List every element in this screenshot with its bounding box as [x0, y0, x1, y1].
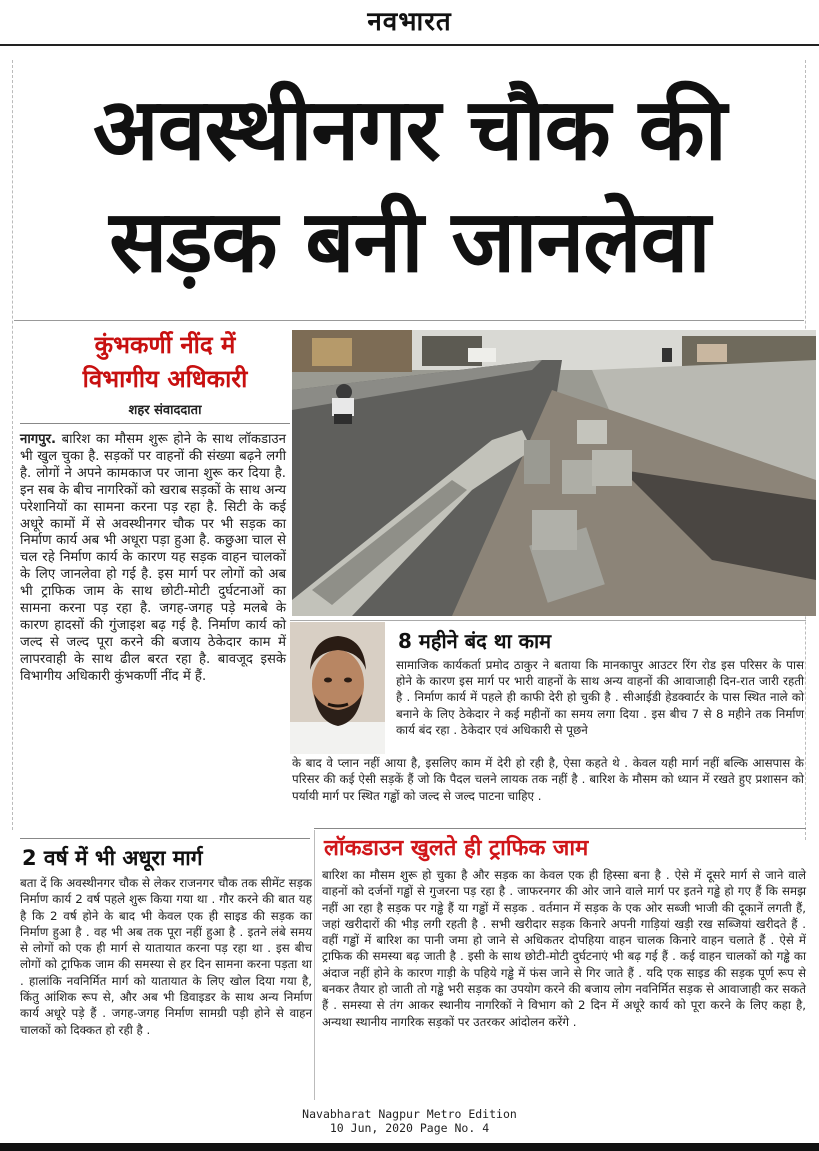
- activist-portrait: [290, 622, 385, 754]
- section-divider-right: [314, 828, 806, 829]
- byline: शहर संवाददाता: [128, 403, 202, 418]
- section-heading-incomplete-road: 2 वर्ष में भी अधूरा मार्ग: [22, 846, 203, 870]
- byline-rule: [20, 423, 290, 424]
- lead-paragraph: [20, 432, 286, 686]
- footer-edition: Navabharat Nagpur Metro Edition: [302, 1107, 517, 1121]
- masthead-logo: नवभारत: [367, 7, 452, 37]
- sidebar-rule: [290, 620, 806, 621]
- kicker: [40, 328, 290, 396]
- section-text-traffic-jam: बारिश का मौसम शुरू हो चुका है और सड़क का केवल एक ही हिस्सा बना है . ऐसे में दूसरे मार्ग से जाने वाले वाहनों को दर्जनों गड्ढों से गुजरना पड़ रहा है . जाफरनगर की ओर जाने वाले मार्ग पर इतने गड्ढे हो गए हैं कि समझ नहीं आ रहा है सड़क पर गड्ढे हैं या गड्ढों में सड़क . वर्तमान में सड़क के एक ओर सब्जी भाजी की दूकानें लगती हैं, जहां खरीदारों की भीड़ लगी रहती है . सभी खरीदार सड़क किनारे अपनी गाड़ियां खड़ी रख सब्जियां खरीदते हैं . वहीं गड्ढों में बारिश का पानी जमा हो जाने से अधिकतर दोपहिया वाहन चालक किनारे वाहन चलाते हैं . ऐसे में ट्राफिक की समस्या बढ़ जाती है . इसी के साथ छोटी-मोटी दुर्घटनाएं भी बढ़ गई हैं . कई वाहन चालकों को गड्ढे का अंदाज नहीं होने के कारण गाड़ी के पहिये गड्ढे में फंस जाने से गिर जाते हैं . यदि एक साइड की सड़क पूर्ण रूप से बनकर तैयार हो जाती तो गड्ढे भरी सड़क का उपयोग करने की बजाय लोग नवनिर्मित सड़क से आवाजाही कर सकते हैं . समस्या से तंग आकर स्थानीय नागरिकों ने विभाग को 2 दिन में अधूरे कार्य को पूरा करने के लिए कहा है, अन्यथा स्थानीय नागरिक सड़कों पर उतरकर आंदोलन करेंगे .: [322, 868, 806, 1029]
- construction-photo: [292, 330, 816, 616]
- sidebar-heading: 8 महीने बंद था काम: [398, 629, 552, 653]
- section-heading-traffic-jam: लॉकडाउन खुलते ही ट्राफिक जाम: [324, 836, 589, 861]
- sidebar-text-top: सामाजिक कार्यकर्ता प्रमोद ठाकुर ने बताया कि मानकापुर आउटर रिंग रोड इस परिसर के पास होने के कारण इस मार्ग पर भारी वाहनों के साथ अन्य वाहनों की आवाजाही दिन-रात जारी रहती है . निर्माण कार्य में पहले ही काफी देरी हो चुकी है . सीआईडी हेडक्वार्टर के पास स्थित नाले को बनाने के लिए ठेकेदार ने कई महीनों का समय लगा दिया . इस बीच 7 से 8 महीने तक निर्माण कार्य बंद रहा . ठेकेदार एवं अधिकारी से पूछने: [396, 658, 804, 737]
- footer-caption: [0, 1107, 819, 1135]
- headline-line-1: अवस्थीनगर चौक की: [93, 80, 726, 180]
- dateline: नागपुर.: [20, 432, 57, 447]
- sidebar-text-bottom: के बाद वे प्लान नहीं आया है, इसलिए काम में देरी हो रही है, ऐसा कहते थे . केवल यही मार्ग नहीं बल्कि आसपास के परिसर की कई ऐसी सड़कें हैं जो कि पैदल चलने लायक तक नहीं है . बारिश के मौसम को ध्यान में रखते हुए प्रशासन को पर्यायी मार्ग पर स्थित गड्ढों को जल्द से जल्द पाटना चाहिए .: [292, 756, 804, 803]
- bottom-bar: [0, 1143, 819, 1151]
- lead-text: बारिश का मौसम शुरू होने के साथ लॉकडाउन भी खुल चुका है. सड़कों पर वाहनों की संख्या बढ़ने लगी है. लोगों ने अपने कामकाज पर जाना शुरू कर दिया है. इन सब के बीच नागरिकों को खराब सड़कों के साथ अन्य परेशानियों का सामना करना पड़ रहा है. सिटी के कई अधूरे कामों में से अवस्थीनगर चौक पर भी सड़क का निर्माण कार्य अब भी अधूरा पड़ा हुआ है. कछुआ चाल से चल रहे निर्माण कार्य के कारण यह सड़क वाहन चालकों के लिए जानलेवा हो गई है. इस मार्ग पर लोगों को अब भी ट्राफिक जाम के साथ छोटी-मोटी दुर्घटनाओं का सामना करना पड़ रहा है. जगह-जगह पड़े मलबे के कारण हादसों की गुंजाइश बढ़ गई है. निर्माण कार्य को जल्द से जल्द पूरा करने की बजाय ठेकेदार काम में लापरवाही के साथ ढील बरत रहा है. बावजूद इसके विभागीय अधिकारी कुंभकर्णी नींद में हैं.: [20, 432, 286, 684]
- column-divider: [314, 830, 315, 1100]
- section-divider-left: [20, 838, 310, 839]
- section-text-incomplete-road: बता दें कि अवस्थीनगर चौक से लेकर राजनगर चौक तक सीमेंट सड़क निर्माण कार्य 2 वर्ष पहले शुरू किया गया था . गौर करने की बात यह है कि 2 वर्ष होने के बाद भी केवल एक ही साइड की सड़क का निर्माण हुआ है . वह भी अब तक पूरा नहीं हुआ है . इतने लंबे समय से लोगों को एक ही मार्ग से यातायात करना पड़ रहा था . इस बीच लोगों को ट्राफिक जाम की समस्या से हर दिन सामना करना पड़ता था . हालांकि नवनिर्मित मार्ग को यातायात के लिए खोल दिया गया है, किंतु आंशिक रूप से, और अब भी डिवाइडर के साथ अन्य निर्माण कार्य अधूरे पड़े हैं . जगह-जगह निर्माण सामग्री पड़ी होने से वाहन चालकों को दिक्कत हो रही है .: [20, 876, 312, 1037]
- headline-line-2: सड़क बनी जानलेवा: [109, 192, 710, 292]
- kicker-line-2: विभागीय अधिकारी: [82, 365, 248, 393]
- footer-date-page: 10 Jun, 2020 Page No. 4: [329, 1121, 490, 1135]
- masthead-rule: [0, 44, 819, 46]
- kicker-line-1: कुंभकर्णी नींद में: [94, 331, 236, 359]
- headline-rule: [14, 320, 804, 321]
